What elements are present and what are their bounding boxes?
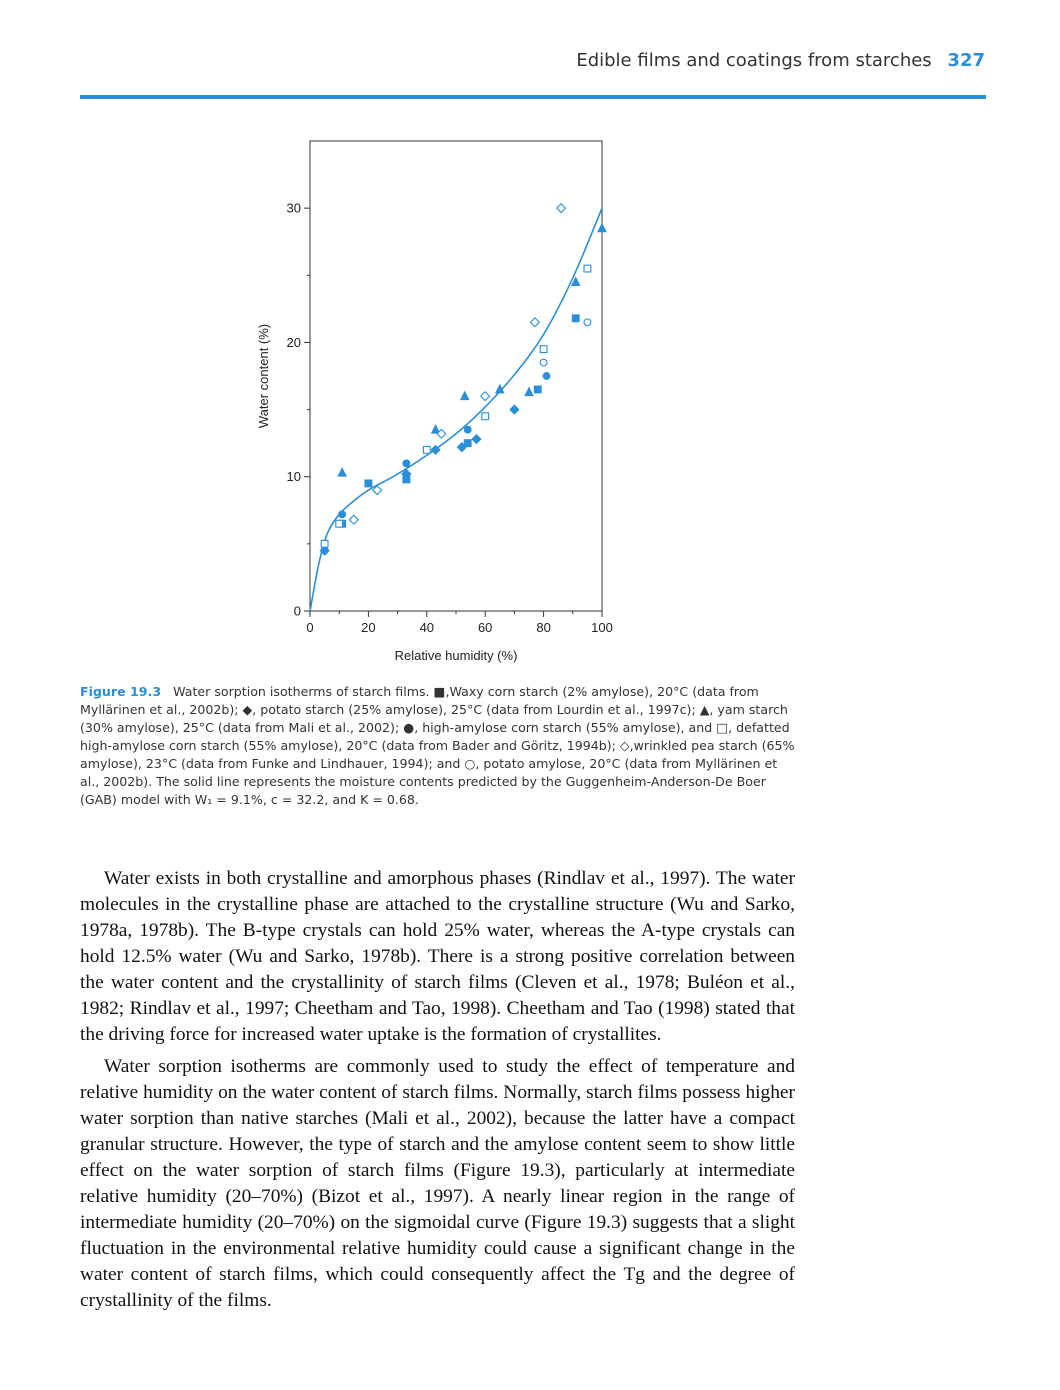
- x-axis-label: Relative humidity (%): [394, 648, 518, 663]
- y-tick-label: 20: [286, 334, 301, 350]
- y-tick-label: 30: [286, 200, 301, 216]
- running-title: Edible films and coatings from starches: [576, 50, 932, 71]
- figure-caption-text: Water sorption isotherms of starch films. ■,Waxy corn starch (2% amylose), 20°C (data from Myllärinen et al., 2002b); ◆, potato starch (25% amylose), 25°C (data from Lourdin et al., 1997c); ▲, yam starch (30% amylose), 25°C (data from Mali et al., 2002); ●, high-amylose corn starch (55% amylose), and □, defatted high-amylose corn starch (55% amylose), 20°C (data from Bader and Göritz, 1994b); ◇,wrinkled pea starch (65% amylose), 23°C (data from Funke and Lindhauer, 1994); and ○, potato amylose, 20°C (data from Myllärinen et al., 2002b). The solid line represents the moisture contents predicted by the Guggenheim-Anderson-De Boer (GAB) model with W₁ = 9.1%, c = 32.2, and K = 0.68.: [80, 684, 795, 807]
- diamond-marker: [510, 405, 519, 414]
- circle-marker: [540, 359, 547, 366]
- running-header: [0, 50, 985, 71]
- page-number: 327: [947, 50, 985, 71]
- data-points: [320, 204, 606, 555]
- triangle-marker: [598, 224, 606, 232]
- paragraph: Water exists in both crystalline and amorphous phases (Rindlav et al., 1997). The water molecules in the crystalline phase are attached to the crystalline structure (Wu and Sarko, 1978a, 1978b). The B-type crystals can hold 25% water, whereas the A-type crystals can hold 12.5% water (Wu and Sarko, 1978b). There is a strong positive correlation between the water content and the crystallinity of starch films (Cleven et al., 1978; Buléon et al., 1982; Rindlav et al., 1997; Cheetham and Tao, 1998). Cheetham and Tao (1998) stated that the driving force for increased water uptake is the formation of crystallites.: [80, 868, 795, 1045]
- paragraph: Water sorption isotherms are commonly used to study the effect of temperature and relative humidity on the water content of starch films. Normally, starch films possess higher water sorption than native starches (Mali et al., 2002), because the latter have a compact granular structure. However, the type of starch and the amylose content seem to show little effect on the water sorption of starch films (Figure 19.3), particularly at intermediate relative humidity (20–70%) (Bizot et al., 1997). A nearly linear region in the range of intermediate humidity (20–70%) on the sigmoidal curve (Figure 19.3) suggests that a slight fluctuation in the environmental relative humidity could cause a significant change in the water content of starch films, which could consequently affect the Tg and the degree of crystallinity of the films.: [80, 1056, 795, 1311]
- x-tick-label: 60: [477, 620, 493, 635]
- x-tick-label: 80: [536, 620, 551, 635]
- diamond-marker: [481, 392, 490, 401]
- circle-marker: [464, 426, 471, 433]
- y-tick-label: 0: [293, 603, 301, 619]
- square-marker: [482, 413, 489, 420]
- sorption-chart: [240, 130, 640, 670]
- square-marker: [534, 386, 541, 393]
- circle-marker: [321, 547, 328, 554]
- figure-caption: [80, 683, 800, 809]
- diamond-marker: [472, 435, 481, 444]
- figure-label: Figure 19.3: [80, 684, 162, 699]
- square-marker: [540, 346, 547, 353]
- triangle-marker: [525, 388, 533, 396]
- body-text: [80, 866, 795, 1320]
- square-marker: [584, 265, 591, 272]
- square-marker: [336, 520, 343, 527]
- x-tick-label: 0: [306, 620, 314, 635]
- axes: [287, 201, 613, 635]
- gab-fit-curve: [310, 208, 602, 611]
- header-rule: [80, 95, 986, 99]
- circle-marker: [403, 460, 410, 467]
- circle-marker: [339, 511, 346, 518]
- diamond-marker: [530, 318, 539, 327]
- x-tick-label: 20: [361, 620, 376, 635]
- y-axis-label: Water content (%): [256, 323, 271, 429]
- x-tick-label: 100: [591, 620, 613, 635]
- x-tick-label: 40: [419, 620, 435, 635]
- triangle-marker: [338, 468, 346, 476]
- diamond-marker: [557, 204, 566, 213]
- triangle-marker: [461, 392, 469, 400]
- square-marker: [423, 446, 430, 453]
- fit-curve-layer: [310, 208, 602, 611]
- circle-marker: [543, 373, 550, 380]
- square-marker: [572, 315, 579, 322]
- plot-frame: [310, 141, 602, 611]
- square-marker: [321, 540, 328, 547]
- diamond-marker: [349, 515, 358, 524]
- circle-marker: [584, 319, 591, 326]
- y-tick-label: 10: [286, 469, 301, 485]
- square-marker: [365, 480, 372, 487]
